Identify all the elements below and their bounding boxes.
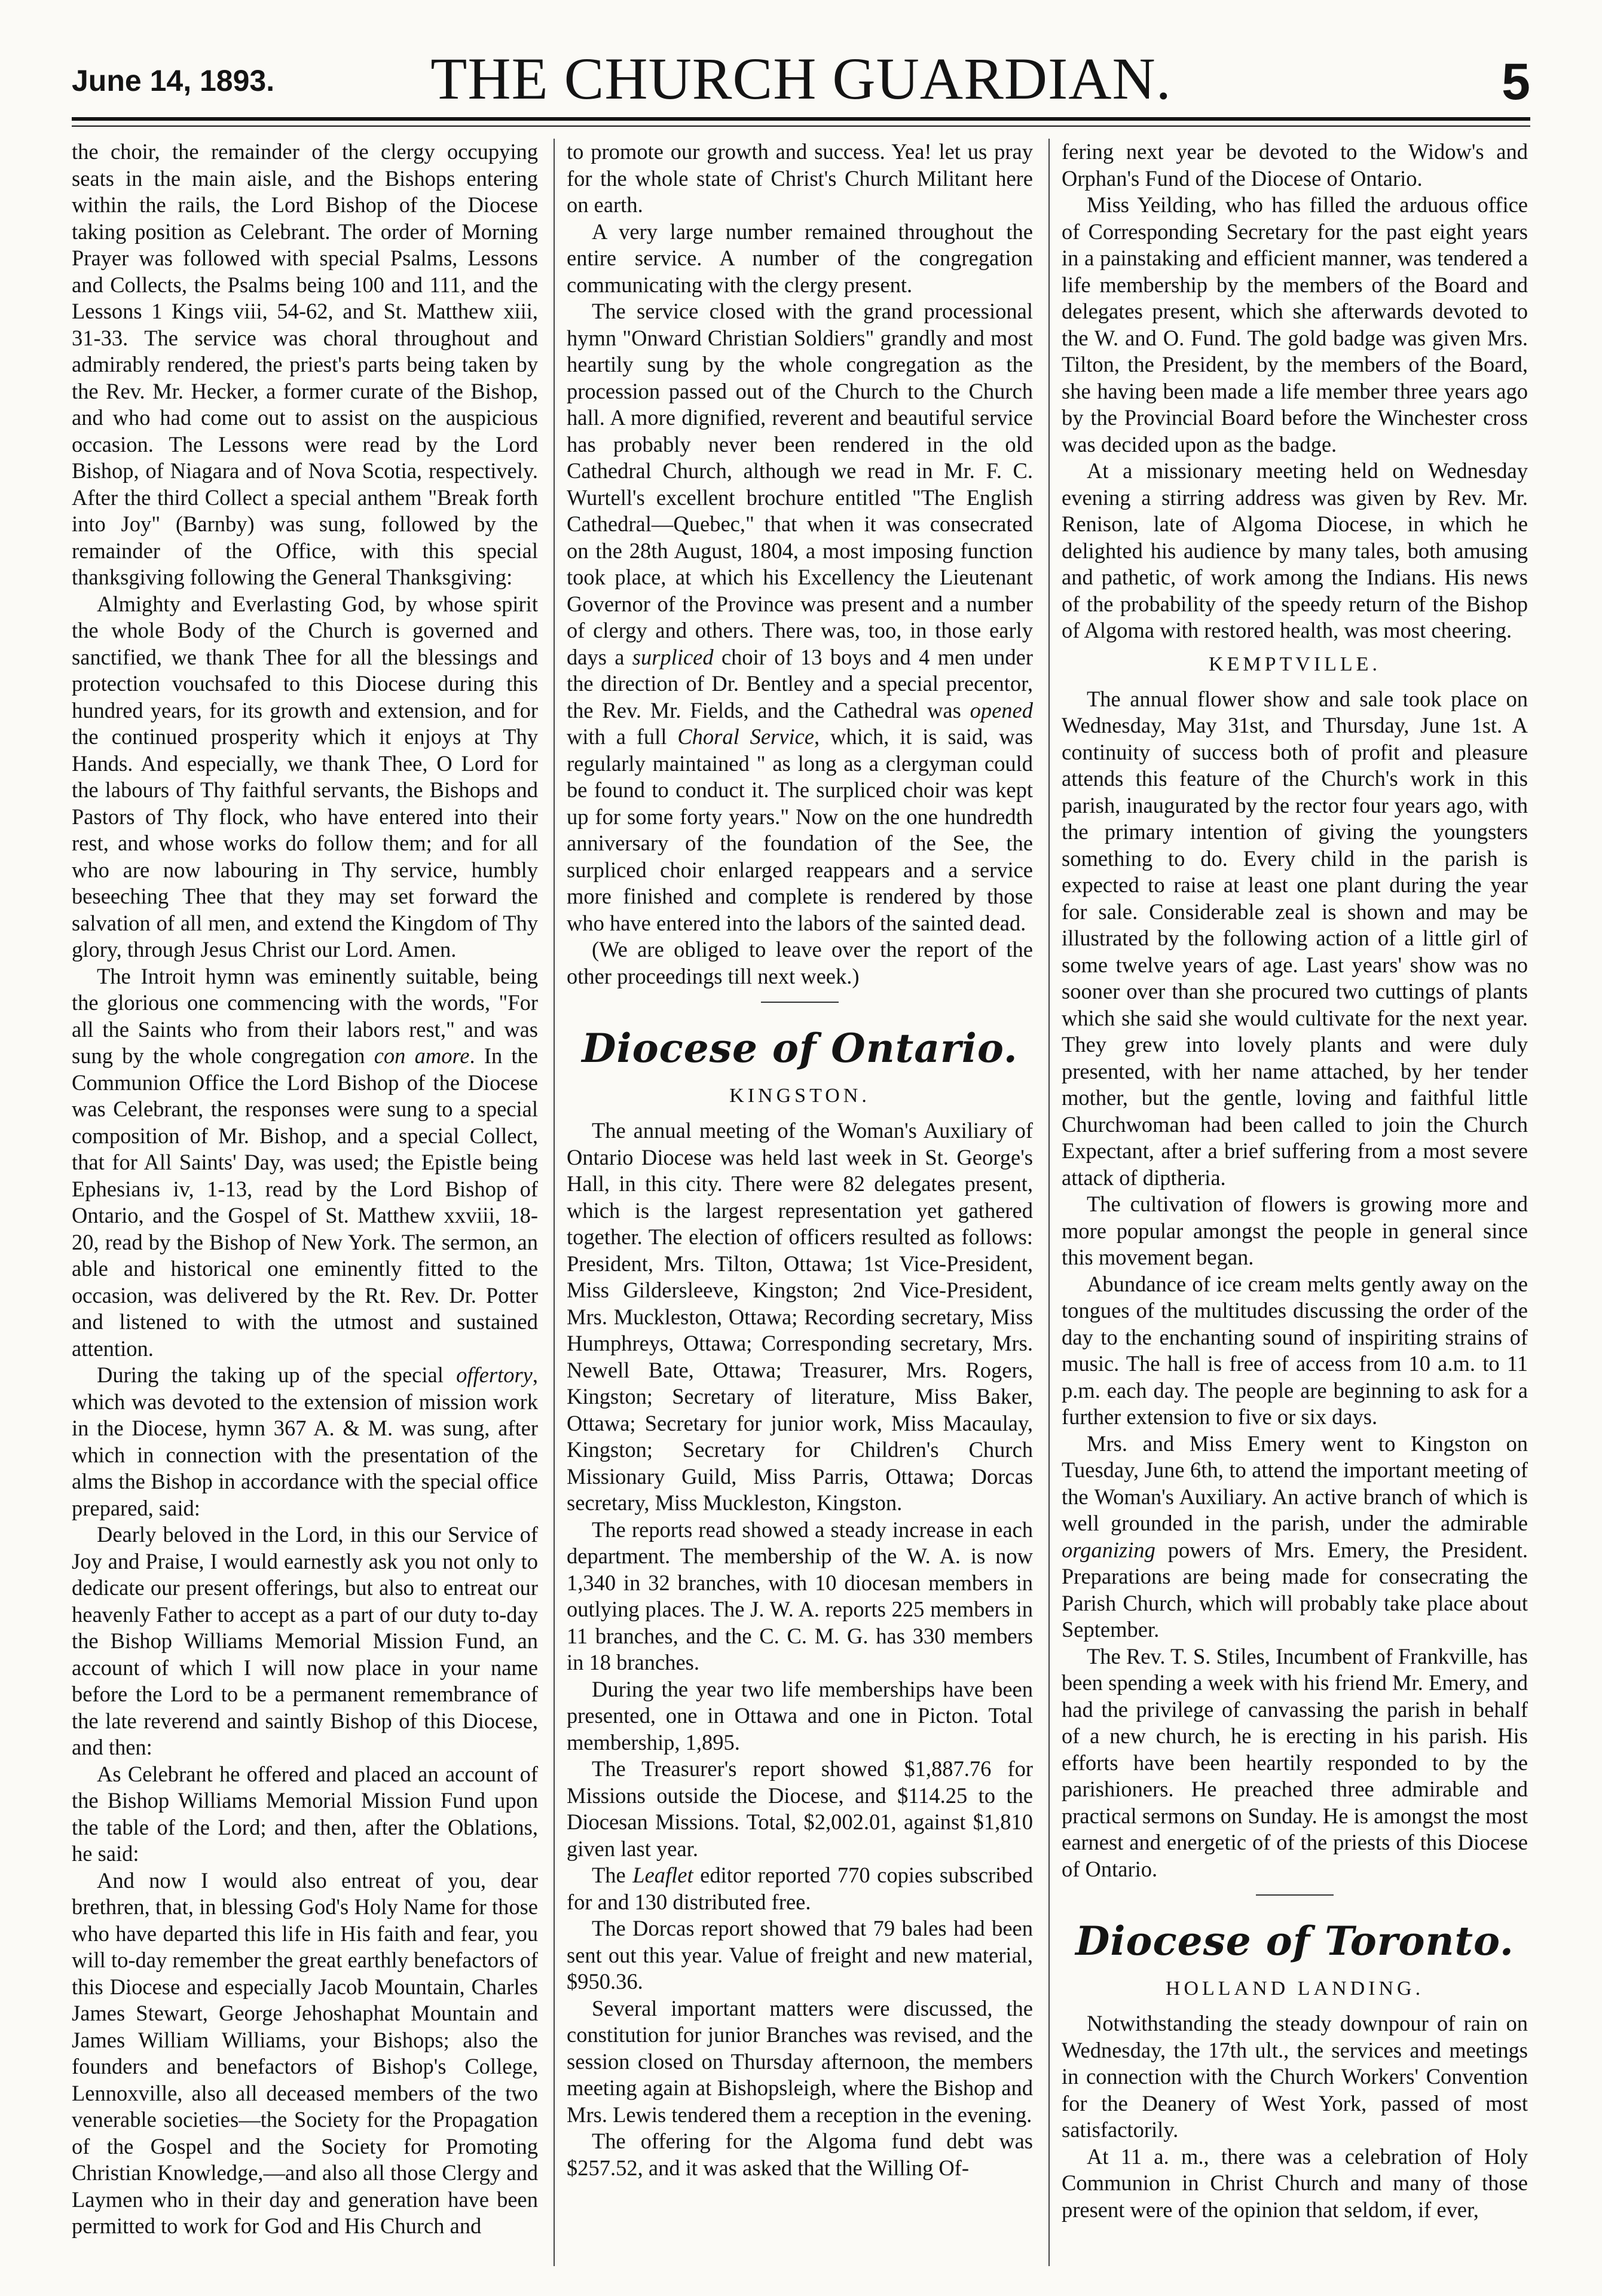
paragraph: Abundance of ice cream melts gently away on the tongues of the multitudes discussing the order of the day to the enchanting sound of inspiriting strains of music. The hall is free of access from 10 a.m. to 11 p.m. each day. The people are beginning to ask for a further extension to five or six days. — [1062, 1271, 1528, 1429]
paragraph — [567, 298, 1033, 936]
section-heading-text: Diocese of Toronto. — [1075, 1918, 1514, 1964]
paragraph: the choir, the remainder of the clergy occupying seats in the main aisle, and the Bishops entering within the rails, the Lord Bishop of the Diocese taking position as Celebrant. The order of Morning Prayer was followed with special Psalms, Lessons and Collects, the Psalms being 100 and 111, and the Lessons 1 Kings viii, 54-62, and St. Matthew xiii, 31-33. The service was choral throughout and admirably rendered, the priest's parts being taken by the Rev. Mr. Hecker, a former curate of the Bishop, and who had come out to assist on the auspicious occasion. The Lessons were read by the Lord Bishop, of Niagara and of Nova Scotia, respectively. After the third Collect a special anthem "Break forth into Joy" (Barnby) was sung, followed by the remainder of the Office, with this special thanksgiving following the General Thanksgiving: — [72, 139, 538, 589]
paragraph: As Celebrant he offered and placed an account of the Bishop Williams Memorial Mission Fund upon the table of the Lord; and then, after the Oblations, he said: — [72, 1761, 538, 1866]
paragraph — [1062, 1431, 1528, 1643]
column-3 — [1062, 139, 1528, 2278]
text-run: The Introit hymn was eminently suitable, being the glorious one commencing with the words, "For all the Saints who from their labors rest," and was sung by the whole congregation — [72, 963, 538, 1068]
column-2 — [567, 139, 1033, 2278]
text-run: During the taking up of the special — [97, 1363, 457, 1387]
paragraph: fering next year be devoted to the Widow's and Orphan's Fund of the Diocese of Ontario. — [1062, 139, 1528, 191]
italic-text: con amore — [374, 1043, 470, 1068]
text-run: , which was devoted to the extension of mission work in the Diocese, hymn 367 A. & M. was sung, after which in connection with the presentation of the alms the Bishop in accordance with the special office prepared, said: — [72, 1363, 538, 1520]
paragraph: At a missionary meeting held on Wednesday evening a stirring address was given by Rev. Mr. Renison, late of Algoma Diocese, in which he delighted his audience by many tales, both amusing and pathetic, of work among the Indians. His news of the probability of the speedy return of the Bishop of Algoma with restored health, was most cheering. — [1062, 458, 1528, 642]
paragraph — [72, 1362, 538, 1522]
italic-text: surpliced — [632, 644, 714, 669]
paragraph: During the year two life memberships have been presented, one in Ottawa and one in Picton. Total membership, 1,895. — [567, 1676, 1033, 1755]
section-heading-ontario — [567, 1025, 1033, 1071]
paragraph: to promote our growth and success. Yea! let us pray for the whole state of Christ's Church Militant here on earth. — [567, 139, 1033, 217]
paragraph: The Rev. T. S. Stiles, Incumbent of Frankville, has been spending a week with his friend Mr. Emery, and had the privilege of canvassing the parish in behalf of a new church, he is erecting in his parish. His efforts have been heartily responded to by the parishioners. He preached three admirable and practical sermons on Sunday. He is amongst the most earnest and energetic of of the priests of this Diocese of Ontario. — [1062, 1643, 1528, 1881]
header-rule-thin — [72, 125, 1530, 127]
paragraph: The Dorcas report showed that 79 bales had been sent out this year. Value of freight and new material, $950.36. — [567, 1916, 1033, 1994]
text-run: editor reported 770 copies subscribed for and 130 distributed free. — [567, 1863, 1033, 1914]
paragraph: Several important matters were discussed, the constitution for junior Branches was revised, and the session closed on Thursday afternoon, the members meeting again at Bishopsleigh, where the Bishop and Mrs. Lewis tendered them a reception in the evening. — [567, 1995, 1033, 2127]
column-divider — [554, 139, 555, 2266]
text-run: The — [592, 1863, 633, 1887]
subheading-holland-landing: HOLLAND LANDING. — [1165, 1977, 1424, 2000]
paragraph: The Treasurer's report showed $1,887.76 for Missions outside the Diocese, and $114.25 to the Diocesan Missions. Total, $2,002.01, against $1,810 given last year. — [567, 1756, 1033, 1861]
issue-date: June 14, 1893. — [72, 64, 275, 97]
section-divider — [1256, 1894, 1334, 1896]
text-run: Mrs. and Miss Emery went to Kingston on Tuesday, June 6th, to attend the important meeting of the Woman's Auxiliary. An active branch of which is well grounded in the parish, under the admirable — [1062, 1431, 1528, 1535]
editorial-note: (We are obliged to leave over the report of the other proceedings till next week.) — [567, 937, 1033, 988]
italic-text: Choral Service — [677, 724, 815, 749]
bishop-address: Dearly beloved in the Lord, in this our Service of Joy and Praise, I would earnestly ask you not only to dedicate our present offerings, but also to entreat our heavenly Father to accept as a part of our duty to-day the Bishop Williams Memorial Mission Fund, an account of which I will now place in your name before the Lord to be a permanent remembrance of the late reverend and saintly Bishop of this Diocese, and then: — [72, 1522, 538, 1759]
column-1 — [72, 139, 538, 2278]
italic-text: organizing — [1062, 1537, 1155, 1562]
paragraph: The offering for the Algoma fund debt was $257.52, and it was asked that the Willing Of- — [567, 2129, 1033, 2180]
section-heading-toronto — [1062, 1918, 1528, 1964]
subheading-kemptville: KEMPTVILLE. — [1209, 653, 1381, 675]
paragraph — [567, 1862, 1033, 1915]
italic-text: offertory — [456, 1363, 533, 1387]
paragraph: Notwithstanding the steady downpour of rain on Wednesday, the 17th ult., the services and meetings in connection with the Church Workers' Convention for the Deanery of West York, passed of most satisfactorily. — [1062, 2011, 1528, 2142]
section-divider — [761, 1002, 839, 1003]
column-divider — [1048, 139, 1050, 2266]
bishop-address: And now I would also entreat of you, dear brethren, that, in blessing God's Holy Name for those who have departed this life in His faith and fear, you will to-day remember the great earthly benefactors of this Diocese and especially Jacob Mountain, Charles James Stewart, George Jehoshaphat Mountain and James William Williams, your Bishops; also the founders and benefactors of Bishop's College, Lennoxville, also all deceased members of the two venerable societies—the Society for the Propagation of the Gospel and the Society for Promoting Christian Knowledge,—and also all those Clergy and Laymen who in their day and generation have been permitted to work for God and His Church and — [72, 1868, 538, 2238]
paragraph: The annual flower show and sale took place on Wednesday, May 31st, and Thursday, June 1st. A continuity of success both of profit and pleasure attends this feature of the Church's work in this parish, inaugurated by the rector four years ago, with the primary intention of giving the youngsters something to do. Every child in the parish is expected to raise at least one plant during the year for sale. Considerable zeal is shown and may be illustrated by the following action of a little girl of some twelve years of age. Last years' show was no sooner over than she procured two cuttings of plants which she said she would cultivate for the next year. They grew into lovely plants and were duly presented, with her name attached, by her tender mother, but the gentle, loving and faithful little Churchwoman had been called to join the Church Expectant, after a brief suffering from a most severe attack of diptheria. — [1062, 686, 1528, 1190]
text-run: with a full — [567, 724, 678, 749]
italic-text: opened — [970, 697, 1033, 723]
section-heading-text: Diocese of Ontario. — [582, 1025, 1018, 1072]
text-run: choir of 13 boys and 4 men under the direction of Dr. Bentley and a special precentor, the Rev. Mr. Fields, and the Cathedral was — [567, 644, 1033, 723]
paragraph — [72, 963, 538, 1363]
paragraph: The annual meeting of the Woman's Auxiliary of Ontario Diocese was held last week in St. George's Hall, in this city. There were 82 delegates present, which is the largest representation yet gathered together. The election of officers resulted as follows: President, Mrs. Tilton, Ottawa; 1st Vice-President, Miss Gildersleeve, Kingston; 2nd Vice-President, Mrs. Muckleston, Ottawa; Recording secretary, Miss Humphreys, Ottawa; Corresponding secretary, Mrs. Newell Bate, Ottawa; Treasurer, Mrs. Rogers, Kingston; Secretary of literature, Miss Baker, Ottawa; Secretary for junior work, Miss Macaulay, Kingston; Secretary for Children's Church Missionary Guild, Miss Parris, Ottawa; Dorcas secretary, Miss Muckleston, Kingston. — [567, 1118, 1033, 1515]
header-rule-thick — [72, 117, 1530, 121]
italic-text: Leaflet — [632, 1863, 693, 1887]
text-run: . In the Communion Office the Lord Bishop of the Diocese was Celebrant, the responses were sung to a special composition of Mr. Bishop, and a special Collect, that for All Saints' Day, was used; the Epistle being Ephesians iv, 1-13, read by the Lord Bishop of Ontario, and the Gospel of St. Matthew xxviii, 18-20, read by the Bishop of New York. The sermon, an able and historical one eminently fitted to the occasion, was delivered by the Rt. Rev. Dr. Potter and listened to with the utmost and sustained attention. — [72, 1043, 538, 1361]
text-run: The service closed with the grand processional hymn "Onward Christian Soldiers" grandly and most heartily sung by the whole congregation as the procession passed out of the Church to the Church hall. A more dignified, reverent and beautiful service has probably never been rendered in the old Cathedral Church, although we read in Mr. F. C. Wurtell's excellent brochure entitled "The English Cathedral—Quebec," that when it was consecrated on the 28th August, 1804, a most imposing function took place, at which his Excellency the Lieutenant Governor of the Province was present and a number of clergy and others. There was, too, in those early days a — [567, 299, 1033, 669]
masthead-title: THE CHURCH GUARDIAN. — [430, 45, 1172, 112]
paragraph: The cultivation of flowers is growing more and more popular amongst the people in general since this movement began. — [1062, 1192, 1528, 1269]
subheading-kingston: KINGSTON. — [729, 1085, 870, 1107]
thanksgiving-prayer: Almighty and Everlasting God, by whose spirit the whole Body of the Church is governed and sanctified, we thank Thee for all the blessings and protection vouchsafed to this Diocese during this hundred years, for its growth and extension, and for the continued prosperity which it enjoys at Thy Hands. And especially, we thank Thee, O Lord for the labours of Thy faithful servants, the Bishops and Pastors of Thy flock, who have entered into their rest, and whose works do follow them; and for all who are now labouring in Thy service, humbly beseeching Thee that they may set forward the salvation of all men, and extend the Kingdom of Thy glory, through Jesus Christ our Lord. Amen. — [72, 591, 538, 962]
paragraph: A very large number remained throughout the entire service. A number of the congregation communicating with the clergy present. — [567, 219, 1033, 297]
paragraph: The reports read showed a steady increase in each department. The membership of the W. A. is now 1,340 in 32 branches, with 10 diocesan members in outlying places. The J. W. A. reports 225 members in 11 branches, and the C. C. M. G. has 330 members in 18 branches. — [567, 1517, 1033, 1674]
page-number: 5 — [1502, 53, 1530, 111]
page-header — [72, 24, 1530, 130]
text-run: powers of Mrs. Emery, the President. Preparations are being made for consecrating the Parish Church, which will probably take place about September. — [1062, 1537, 1528, 1642]
paragraph: At 11 a. m., there was a celebration of Holy Communion in Christ Church and many of those present were of the opinion that seldom, if ever, — [1062, 2144, 1528, 2222]
paragraph: Miss Yeilding, who has filled the arduous office of Corresponding Secretary for the past eight years in a painstaking and efficient manner, was tendered a life membership by the members of the Board and delegates present, which she afterwards devoted to the W. and O. Fund. The gold badge was given Mrs. Tilton, the President, by the members of the Board, she having been made a life member three years ago by the Provincial Board before the Winchester cross was decided upon as the badge. — [1062, 192, 1528, 457]
text-run: , which, it is said, was regularly maintained " as long as a clergyman could be found to conduct it. The surpliced choir was kept up for some forty years." Now on the one hundredth anniversary of the foundation of the See, the surpliced choir enlarged reappears and a service more finished and complete is rendered by those who have entered into the labors of the sainted dead. — [567, 724, 1033, 935]
